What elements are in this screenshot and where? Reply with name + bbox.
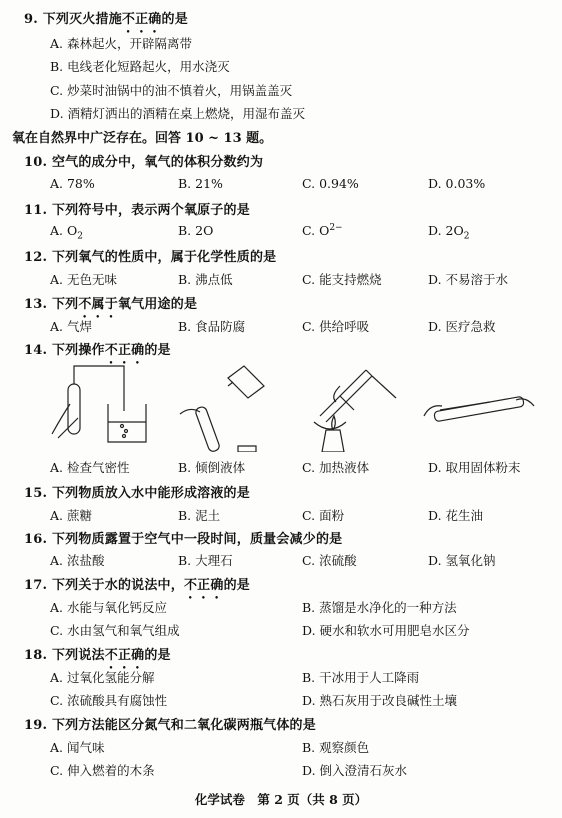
section-note: 氧在自然界中广泛存在。回答 10 ~ 13 题。: [12, 131, 273, 146]
question-16-stem: 16. 下列物质露置于空气中一段时间，质量会减少的是: [24, 532, 343, 547]
q10-option-d: D. 0.03%: [428, 176, 486, 191]
q19-option-c: C. 伸入燃着的木条: [50, 763, 155, 778]
figure-c-heating-liquid: [300, 356, 410, 452]
q18-option-b: B. 干冰用于人工降雨: [302, 670, 420, 685]
figure-d-taking-powder: [420, 356, 540, 452]
q11-option-d: D. $2O_2$: [428, 223, 470, 242]
figure-b-pouring-liquid: [178, 356, 278, 452]
q12-option-c: C. 能支持燃烧: [302, 272, 382, 287]
q15-option-c: C. 面粉: [302, 508, 345, 523]
q16-option-b: B. 大理石: [178, 553, 233, 568]
question-11-stem: 11. 下列符号中，表示两个氧原子的是: [24, 203, 250, 218]
q9-option-b: B. 电线老化短路起火，用水浇灭: [50, 59, 230, 74]
q12-option-a: A. 无色无味: [50, 272, 117, 287]
q15-option-d: D. 花生油: [428, 508, 484, 523]
question-15-stem: 15. 下列物质放入水中能形成溶液的是: [24, 486, 250, 501]
question-18-stem: 18. 下列说法不正确的是: [24, 648, 171, 663]
figure-a-airtightness-check: [50, 356, 150, 452]
q14-option-c: C. 加热液体: [302, 460, 370, 475]
q16-option-c: C. 浓硫酸: [302, 553, 357, 568]
q15-option-a: A. 蔗糖: [50, 508, 92, 523]
q9-option-d: D. 酒精灯洒出的酒精在桌上燃烧，用湿布盖灭: [50, 106, 306, 121]
q16-option-a: A. 浓盐酸: [50, 553, 105, 568]
q18-option-c: C. 浓硫酸具有腐蚀性: [50, 693, 168, 708]
q12-option-b: B. 沸点低: [178, 272, 233, 287]
question-19-stem: 19. 下列方法能区分氮气和二氧化碳两瓶气体的是: [24, 718, 316, 733]
q10-option-c: C. 0.94%: [302, 176, 359, 191]
q10-option-b: B. 21%: [178, 176, 223, 191]
page-footer: 化学试卷 第 2 页（共 8 页）: [194, 792, 368, 807]
q9-option-a: A. 森林起火，开辟隔离带: [50, 36, 192, 51]
q14-option-b: B. 倾倒液体: [178, 460, 246, 475]
q11-option-c: C. $O^{2-}$: [302, 223, 343, 239]
q18-option-d: D. 熟石灰用于改良碱性土壤: [302, 693, 458, 708]
question-17-stem: 17. 下列关于水的说法中，不正确的是: [24, 578, 250, 593]
q15-option-b: B. 泥土: [178, 508, 221, 523]
q11-option-a: A. $O_2$: [50, 223, 83, 242]
q19-option-b: B. 观察颜色: [302, 740, 370, 755]
q10-option-a: A. 78%: [50, 176, 95, 191]
question-12-stem: 12. 下列氧气的性质中，属于化学性质的是: [24, 250, 277, 265]
q16-option-d: D. 氢氧化钠: [428, 553, 496, 568]
q17-option-a: A. 水能与氧化钙反应: [50, 600, 167, 615]
q12-option-d: D. 不易溶于水: [428, 272, 509, 287]
q11-option-b: B. 2O: [178, 223, 214, 238]
question-13-stem: 13. 下列不属于氧气用途的是: [24, 297, 198, 312]
q13-option-b: B. 食品防腐: [178, 319, 246, 334]
q13-option-a: A. 气焊: [50, 319, 92, 334]
q19-option-d: D. 倒入澄清石灰水: [302, 763, 408, 778]
q18-option-a: A. 过氧化氢能分解: [50, 670, 155, 685]
q17-option-c: C. 水由氢气和氧气组成: [50, 623, 180, 638]
q19-option-a: A. 闻气味: [50, 740, 105, 755]
q14-option-a: A. 检查气密性: [50, 460, 130, 475]
q17-option-d: D. 硬水和软水可用肥皂水区分: [302, 623, 470, 638]
q9-option-c: C. 炒菜时油锅中的油不慎着火，用锅盖盖灭: [50, 83, 293, 98]
question-14-stem: 14. 下列操作不正确的是: [24, 343, 171, 358]
q17-option-b: B. 蒸馏是水净化的一种方法: [302, 600, 457, 615]
question-10-stem: 10. 空气的成分中，氧气的体积分数约为: [24, 155, 264, 170]
q13-option-d: D. 医疗急救: [428, 319, 496, 334]
q14-option-d: D. 取用固体粉末: [428, 460, 521, 475]
q13-option-c: C. 供给呼吸: [302, 319, 370, 334]
question-9-stem: 9. 下列灭火措施不正确的是: [24, 12, 188, 27]
